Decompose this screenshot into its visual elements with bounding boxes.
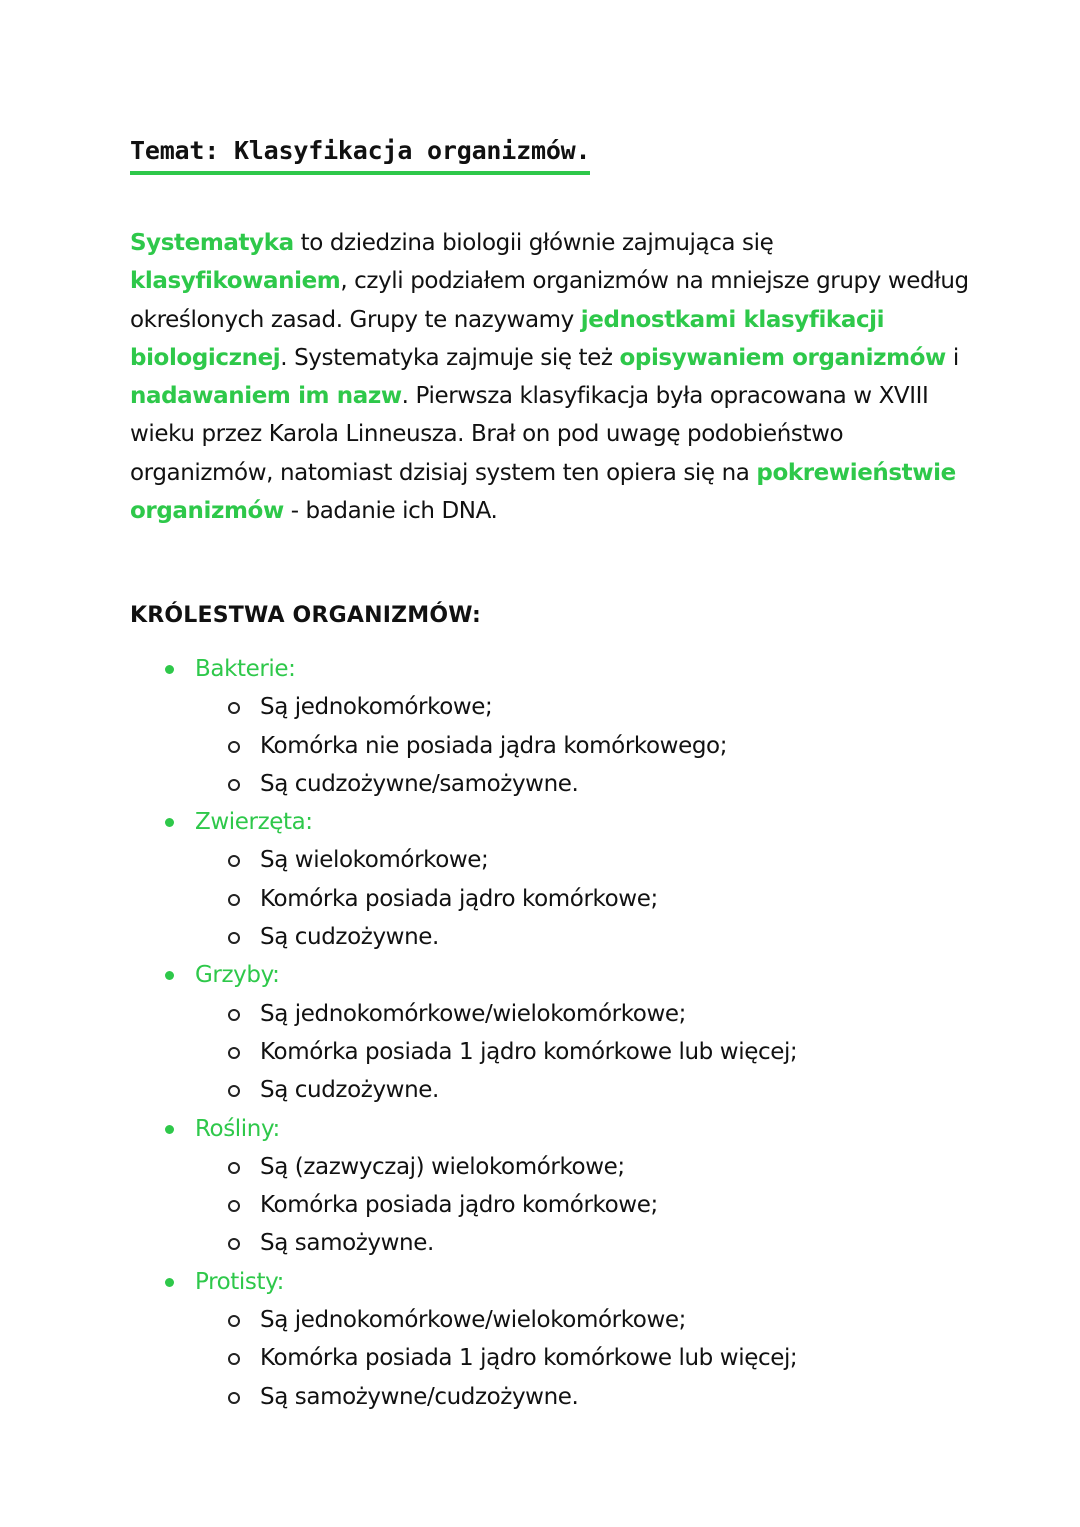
intro-text: , czyli podziałem organizmów na mniejsze grupy według określonych zasad. Grupy te nazywamy (130, 268, 969, 333)
trait-text: Są cudzożywne. (260, 924, 439, 951)
intro-term: nadawaniem im nazw (130, 383, 402, 410)
intro-text: . Pierwsza klasyfikacja była opracowana w XVIII wieku przez Karola Linneusza. Brał on pod uwagę podobieństwo organizmów, natomiast dzisiaj system ten opiera się na (130, 383, 929, 486)
list-item (130, 765, 990, 803)
kingdom-grzyby (130, 956, 990, 1109)
circle-bullet-icon (228, 932, 240, 944)
bullet-icon (165, 818, 174, 827)
circle-bullet-icon (228, 1047, 240, 1059)
circle-bullet-icon (228, 779, 240, 791)
kingdom-row (130, 803, 990, 841)
circle-bullet-icon (228, 894, 240, 906)
kingdom-row (130, 1263, 990, 1301)
list-item (130, 841, 990, 879)
circle-bullet-icon (228, 1392, 240, 1404)
trait-text: Komórka posiada 1 jądro komórkowe lub więcej; (260, 1345, 798, 1372)
kingdom-row (130, 1110, 990, 1148)
circle-bullet-icon (228, 1009, 240, 1021)
trait-list (130, 841, 990, 956)
bullet-icon (165, 1125, 174, 1134)
circle-bullet-icon (228, 1353, 240, 1365)
trait-text: Są cudzożywne. (260, 1077, 439, 1104)
trait-text: Komórka posiada 1 jądro komórkowe lub więcej; (260, 1038, 798, 1065)
list-item (130, 1186, 990, 1224)
kingdom-name: Zwierzęta: (195, 809, 313, 836)
intro-text: - badanie ich DNA. (283, 498, 498, 525)
kingdom-row (130, 956, 990, 994)
trait-text: Są wielokomórkowe; (260, 847, 489, 874)
intro-term: jednostkami klasyfikacji biologicznej (130, 306, 885, 371)
kingdom-name: Rośliny: (195, 1115, 280, 1142)
kingdom-name: Bakterie: (195, 656, 296, 682)
circle-bullet-icon (228, 855, 240, 867)
trait-text: Komórka posiada jądro komórkowe; (260, 885, 658, 912)
circle-bullet-icon (228, 702, 240, 714)
kingdoms-heading: KRÓLESTWA ORGANIZMÓW: (130, 603, 482, 628)
list-item (130, 880, 990, 918)
circle-bullet-icon (228, 1085, 240, 1097)
trait-text: Są jednokomórkowe/wielokomórkowe; (260, 1307, 686, 1334)
list-item (130, 1224, 990, 1262)
trait-text: Są (zazwyczaj) wielokomórkowe; (260, 1153, 625, 1180)
list-item (130, 1339, 990, 1377)
bullet-icon (165, 971, 174, 980)
trait-text: Są jednokomórkowe/wielokomórkowe; (260, 1000, 686, 1027)
kingdom-name: Grzyby: (195, 962, 280, 989)
intro-text: . Systematyka zajmuje się też (280, 344, 620, 371)
intro-text: i (945, 344, 959, 371)
kingdom-zwierzeta (130, 803, 990, 956)
trait-text: Są cudzożywne/samożywne. (260, 770, 579, 797)
intro-text: to dziedzina biologii głównie zajmująca się (293, 230, 774, 256)
page-title: Temat: Klasyfikacja organizmów. (130, 133, 590, 175)
intro-term: pokrewieństwie organizmów (130, 459, 956, 525)
kingdom-list (130, 650, 990, 1416)
list-item (130, 918, 990, 956)
kingdom-bakterie (130, 650, 990, 803)
kingdom-name: Protisty: (195, 1268, 284, 1295)
kingdom-row (130, 650, 990, 688)
bullet-icon (165, 665, 174, 674)
list-item (130, 995, 990, 1033)
trait-list (130, 995, 990, 1110)
kingdom-rosliny (130, 1110, 990, 1263)
circle-bullet-icon (228, 1315, 240, 1327)
trait-list (130, 1148, 990, 1263)
circle-bullet-icon (228, 1162, 240, 1174)
list-item (130, 727, 990, 765)
circle-bullet-icon (228, 741, 240, 753)
trait-text: Są jednokomórkowe; (260, 694, 493, 721)
list-item (130, 1301, 990, 1339)
trait-text: Komórka posiada jądro komórkowe; (260, 1192, 658, 1219)
trait-text: Są samożywne/cudzożywne. (260, 1383, 579, 1410)
list-item (130, 1071, 990, 1109)
circle-bullet-icon (228, 1200, 240, 1212)
list-item (130, 1378, 990, 1416)
intro-term: klasyfikowaniem (130, 268, 341, 295)
intro-term: opisywaniem organizmów (619, 344, 946, 371)
list-item (130, 1148, 990, 1186)
list-item (130, 1033, 990, 1071)
trait-list (130, 688, 990, 803)
trait-text: Komórka nie posiada jądra komórkowego; (260, 732, 728, 759)
kingdom-protisty (130, 1263, 990, 1416)
trait-list (130, 1301, 990, 1416)
trait-text: Są samożywne. (260, 1230, 434, 1257)
intro-term: Systematyka (130, 230, 294, 256)
list-item (130, 688, 990, 726)
circle-bullet-icon (228, 1238, 240, 1250)
intro-paragraph (130, 224, 970, 530)
bullet-icon (165, 1278, 174, 1287)
